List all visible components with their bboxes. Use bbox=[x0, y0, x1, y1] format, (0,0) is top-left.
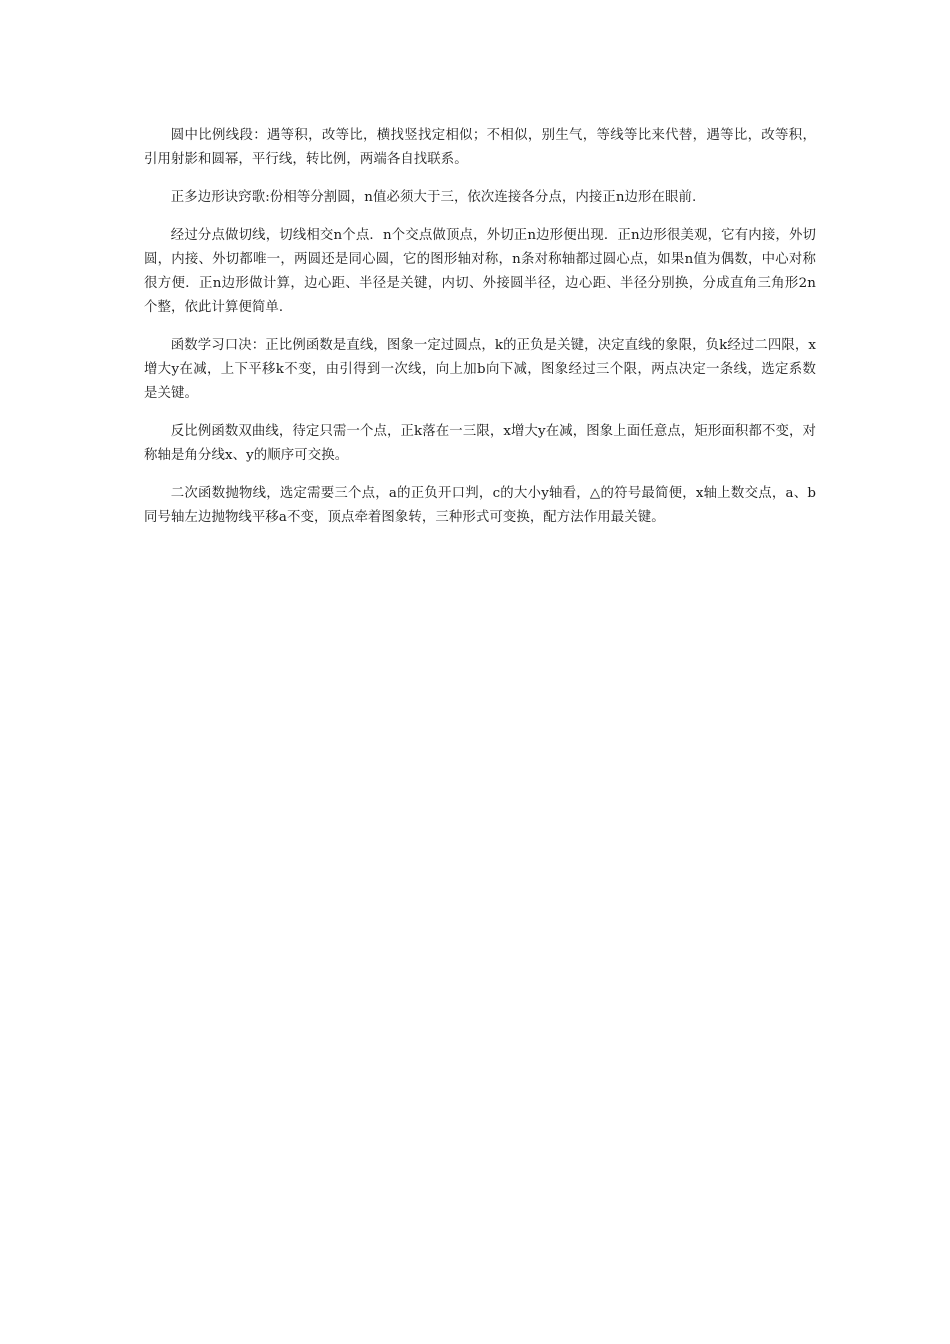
paragraph-circle-proportion: 圆中比例线段：遇等积，改等比，横找竖找定相似；不相似，别生气，等线等比来代替，遇等比，改等积，引用射影和圆幂，平行线，转比例，两端各自找联系。 bbox=[144, 128, 816, 167]
document-body bbox=[144, 124, 816, 544]
paragraph-inverse-proportion: 反比例函数双曲线，待定只需一个点，正k落在一三限，x增大y在减，图象上面任意点，矩形面积都不变，对称轴是角分线x、y的顺序可交换。 bbox=[144, 424, 816, 463]
paragraph-linear-function: 函数学习口决：正比例函数是直线，图象一定过圆点，k的正负是关键，决定直线的象限，负k经过二四限，x增大y在减，上下平移k不变，由引得到一次线，向上加b向下减，图象经过三个限，两点决定一条线，选定系数是关键。 bbox=[144, 338, 816, 401]
paragraph-quadratic-function: 二次函数抛物线，选定需要三个点，a的正负开口判，c的大小y轴看，△的符号最简便，x轴上数交点，a、b同号轴左边抛物线平移a不变，顶点牵着图象转，三种形式可变换，配方法作用最关键。 bbox=[144, 486, 816, 525]
paragraph-regular-polygon-inscribed: 正多边形诀窍歌:份相等分割圆，n值必须大于三，依次连接各分点，内接正n边形在眼前. bbox=[170, 190, 697, 205]
paragraph-regular-polygon-circumscribed: 经过分点做切线，切线相交n个点．n个交点做顶点，外切正n边形便出现．正n边形很美观，它有内接，外切圆，内接、外切都唯一，两圆还是同心圆，它的图形轴对称，n条对称轴都过圆心点，如果n值为偶数，中心对称很方便．正n边形做计算，边心距、半径是关键，内切、外接圆半径，边心距、半径分别换，分成直角三角形2n个整，依此计算便简单． bbox=[144, 228, 816, 315]
